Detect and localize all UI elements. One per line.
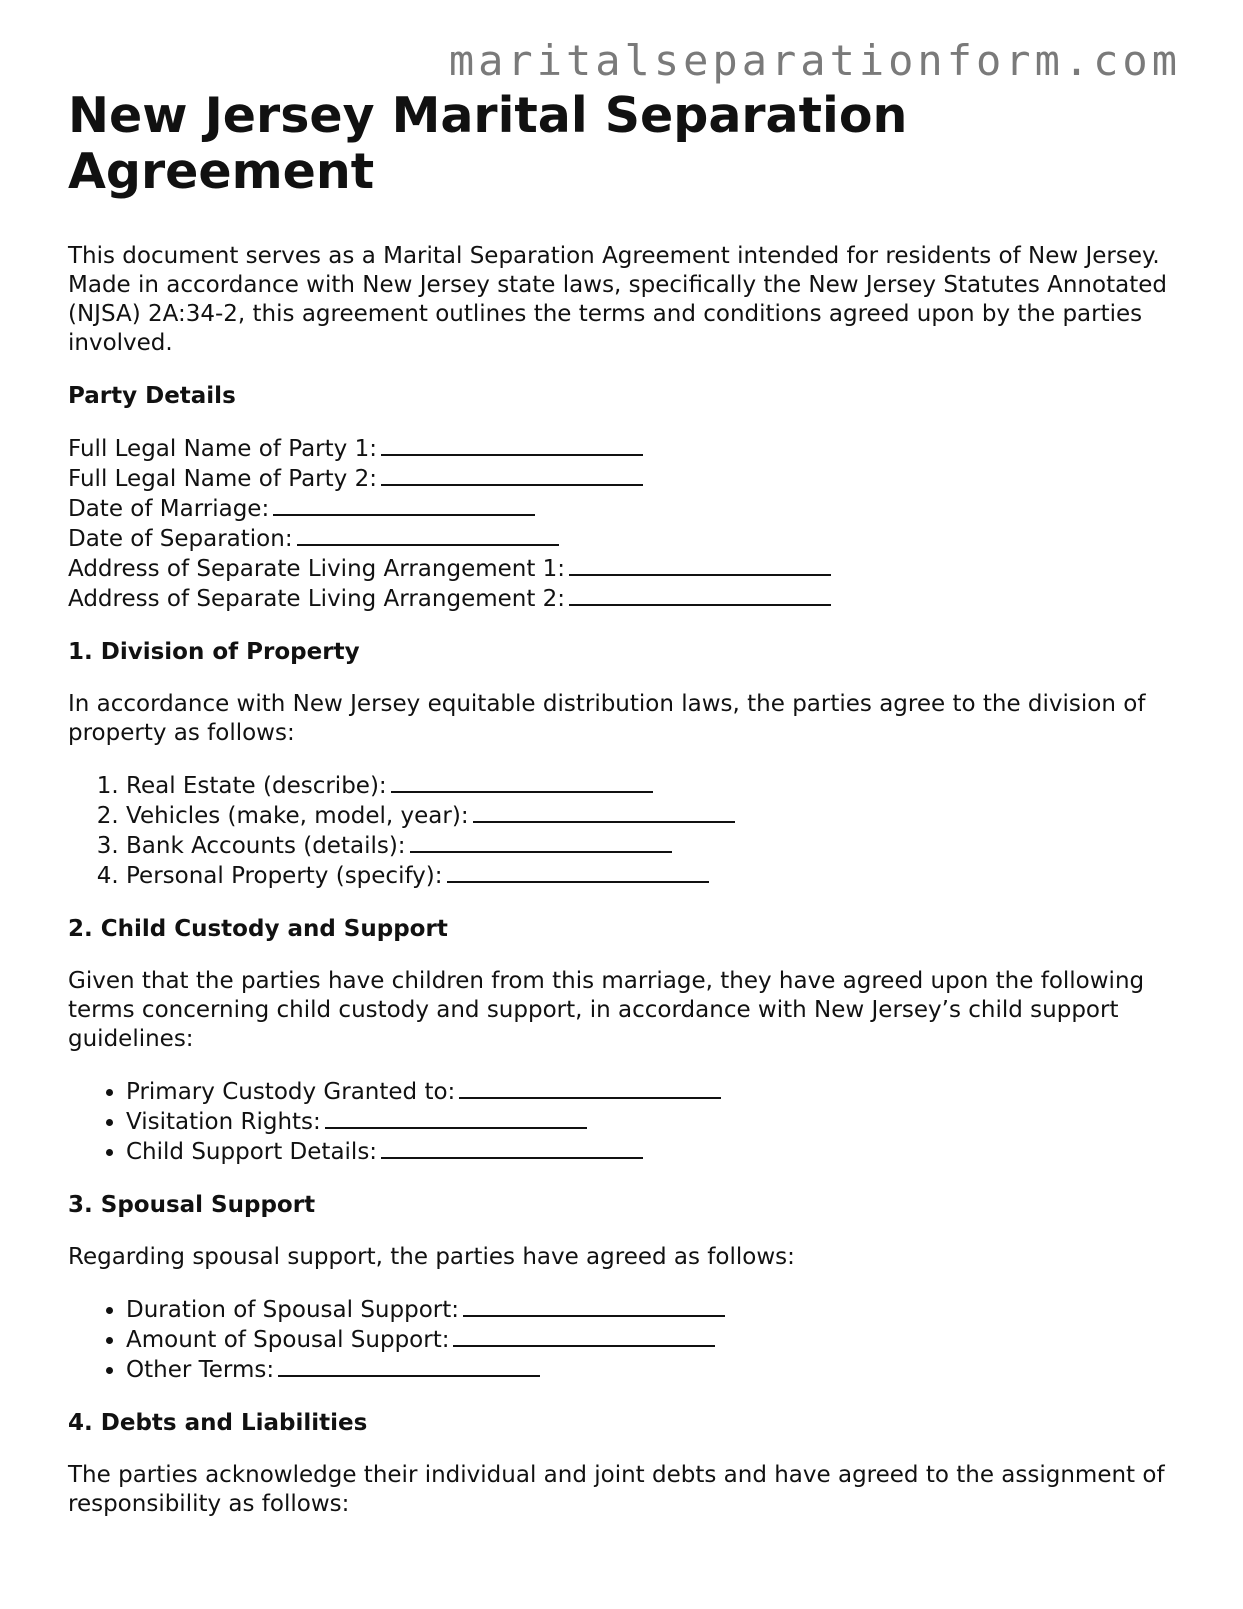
field-label: Address of Separate Living Arrangement 2:	[68, 586, 566, 612]
field-label: Date of Marriage:	[68, 496, 270, 522]
party-details-fields	[68, 434, 1178, 614]
blank-line[interactable]	[325, 1107, 587, 1129]
list-item[interactable]	[126, 1107, 1178, 1137]
custody-list	[68, 1077, 1178, 1167]
blank-line[interactable]	[381, 1137, 643, 1159]
blank-line[interactable]	[473, 801, 735, 823]
item-label: Bank Accounts (details):	[126, 833, 406, 859]
address1-field[interactable]	[68, 554, 1178, 584]
document-title: New Jersey Marital Separation Agreement	[68, 87, 908, 200]
list-item[interactable]	[126, 1355, 1178, 1385]
intro-paragraph: This document serves as a Marital Separation Agreement intended for residents of New Jersey. Made in accordance with New Jersey state laws, specifically the New Jersey Statutes Annotated (NJSA) 2A:34-2, this agreement outlines the terms and conditions agreed upon by the parties involved.	[68, 243, 1167, 356]
field-label: Full Legal Name of Party 2:	[68, 466, 377, 492]
blank-line[interactable]	[459, 1077, 721, 1099]
party-details-heading: Party Details	[68, 383, 236, 409]
blank-line[interactable]	[273, 494, 535, 516]
debts-text: The parties acknowledge their individual and joint debts and have agreed to the assignment of responsibility as follows:	[68, 1462, 1165, 1517]
blank-line[interactable]	[297, 524, 559, 546]
party1-name-field[interactable]	[68, 434, 1178, 464]
spousal-support-text: Regarding spousal support, the parties have agreed as follows:	[68, 1244, 795, 1270]
item-label: Other Terms:	[126, 1357, 275, 1383]
blank-line[interactable]	[453, 1325, 715, 1347]
debts-heading: 4. Debts and Liabilities	[68, 1410, 368, 1436]
blank-line[interactable]	[278, 1355, 540, 1377]
list-item[interactable]	[126, 801, 1178, 831]
list-item[interactable]	[126, 861, 1178, 891]
item-label: Child Support Details:	[126, 1139, 378, 1165]
address2-field[interactable]	[68, 584, 1178, 614]
property-list	[68, 771, 1178, 891]
custody-text: Given that the parties have children from this marriage, they have agreed upon the following terms concerning child custody and support, in accordance with New Jersey’s child support guidelines:	[68, 968, 1145, 1052]
marriage-date-field[interactable]	[68, 494, 1178, 524]
blank-line[interactable]	[381, 464, 643, 486]
field-label: Address of Separate Living Arrangement 1:	[68, 556, 566, 582]
item-label: Vehicles (make, model, year):	[126, 803, 469, 829]
item-label: Visitation Rights:	[126, 1109, 321, 1135]
item-label: Duration of Spousal Support:	[126, 1297, 459, 1323]
site-watermark: maritalseparationform.com	[448, 36, 1181, 85]
list-item[interactable]	[126, 1137, 1178, 1167]
item-label: Real Estate (describe):	[126, 773, 387, 799]
item-label: Amount of Spousal Support:	[126, 1327, 450, 1353]
blank-line[interactable]	[463, 1295, 725, 1317]
party2-name-field[interactable]	[68, 464, 1178, 494]
blank-line[interactable]	[569, 554, 831, 576]
blank-line[interactable]	[391, 771, 653, 793]
document-page	[68, 88, 1178, 1519]
property-text: In accordance with New Jersey equitable distribution laws, the parties agree to the division of property as follows:	[68, 691, 1146, 746]
list-item[interactable]	[126, 771, 1178, 801]
list-item[interactable]	[126, 1325, 1178, 1355]
item-label: Primary Custody Granted to:	[126, 1079, 456, 1105]
spousal-support-heading: 3. Spousal Support	[68, 1192, 316, 1218]
field-label: Full Legal Name of Party 1:	[68, 436, 377, 462]
list-item[interactable]	[126, 1077, 1178, 1107]
spousal-support-list	[68, 1295, 1178, 1385]
item-label: Personal Property (specify):	[126, 863, 443, 889]
blank-line[interactable]	[381, 434, 643, 456]
blank-line[interactable]	[410, 831, 672, 853]
field-label: Date of Separation:	[68, 526, 293, 552]
list-item[interactable]	[126, 1295, 1178, 1325]
separation-date-field[interactable]	[68, 524, 1178, 554]
blank-line[interactable]	[447, 861, 709, 883]
property-heading: 1. Division of Property	[68, 639, 360, 665]
list-item[interactable]	[126, 831, 1178, 861]
blank-line[interactable]	[569, 584, 831, 606]
custody-heading: 2. Child Custody and Support	[68, 916, 448, 942]
